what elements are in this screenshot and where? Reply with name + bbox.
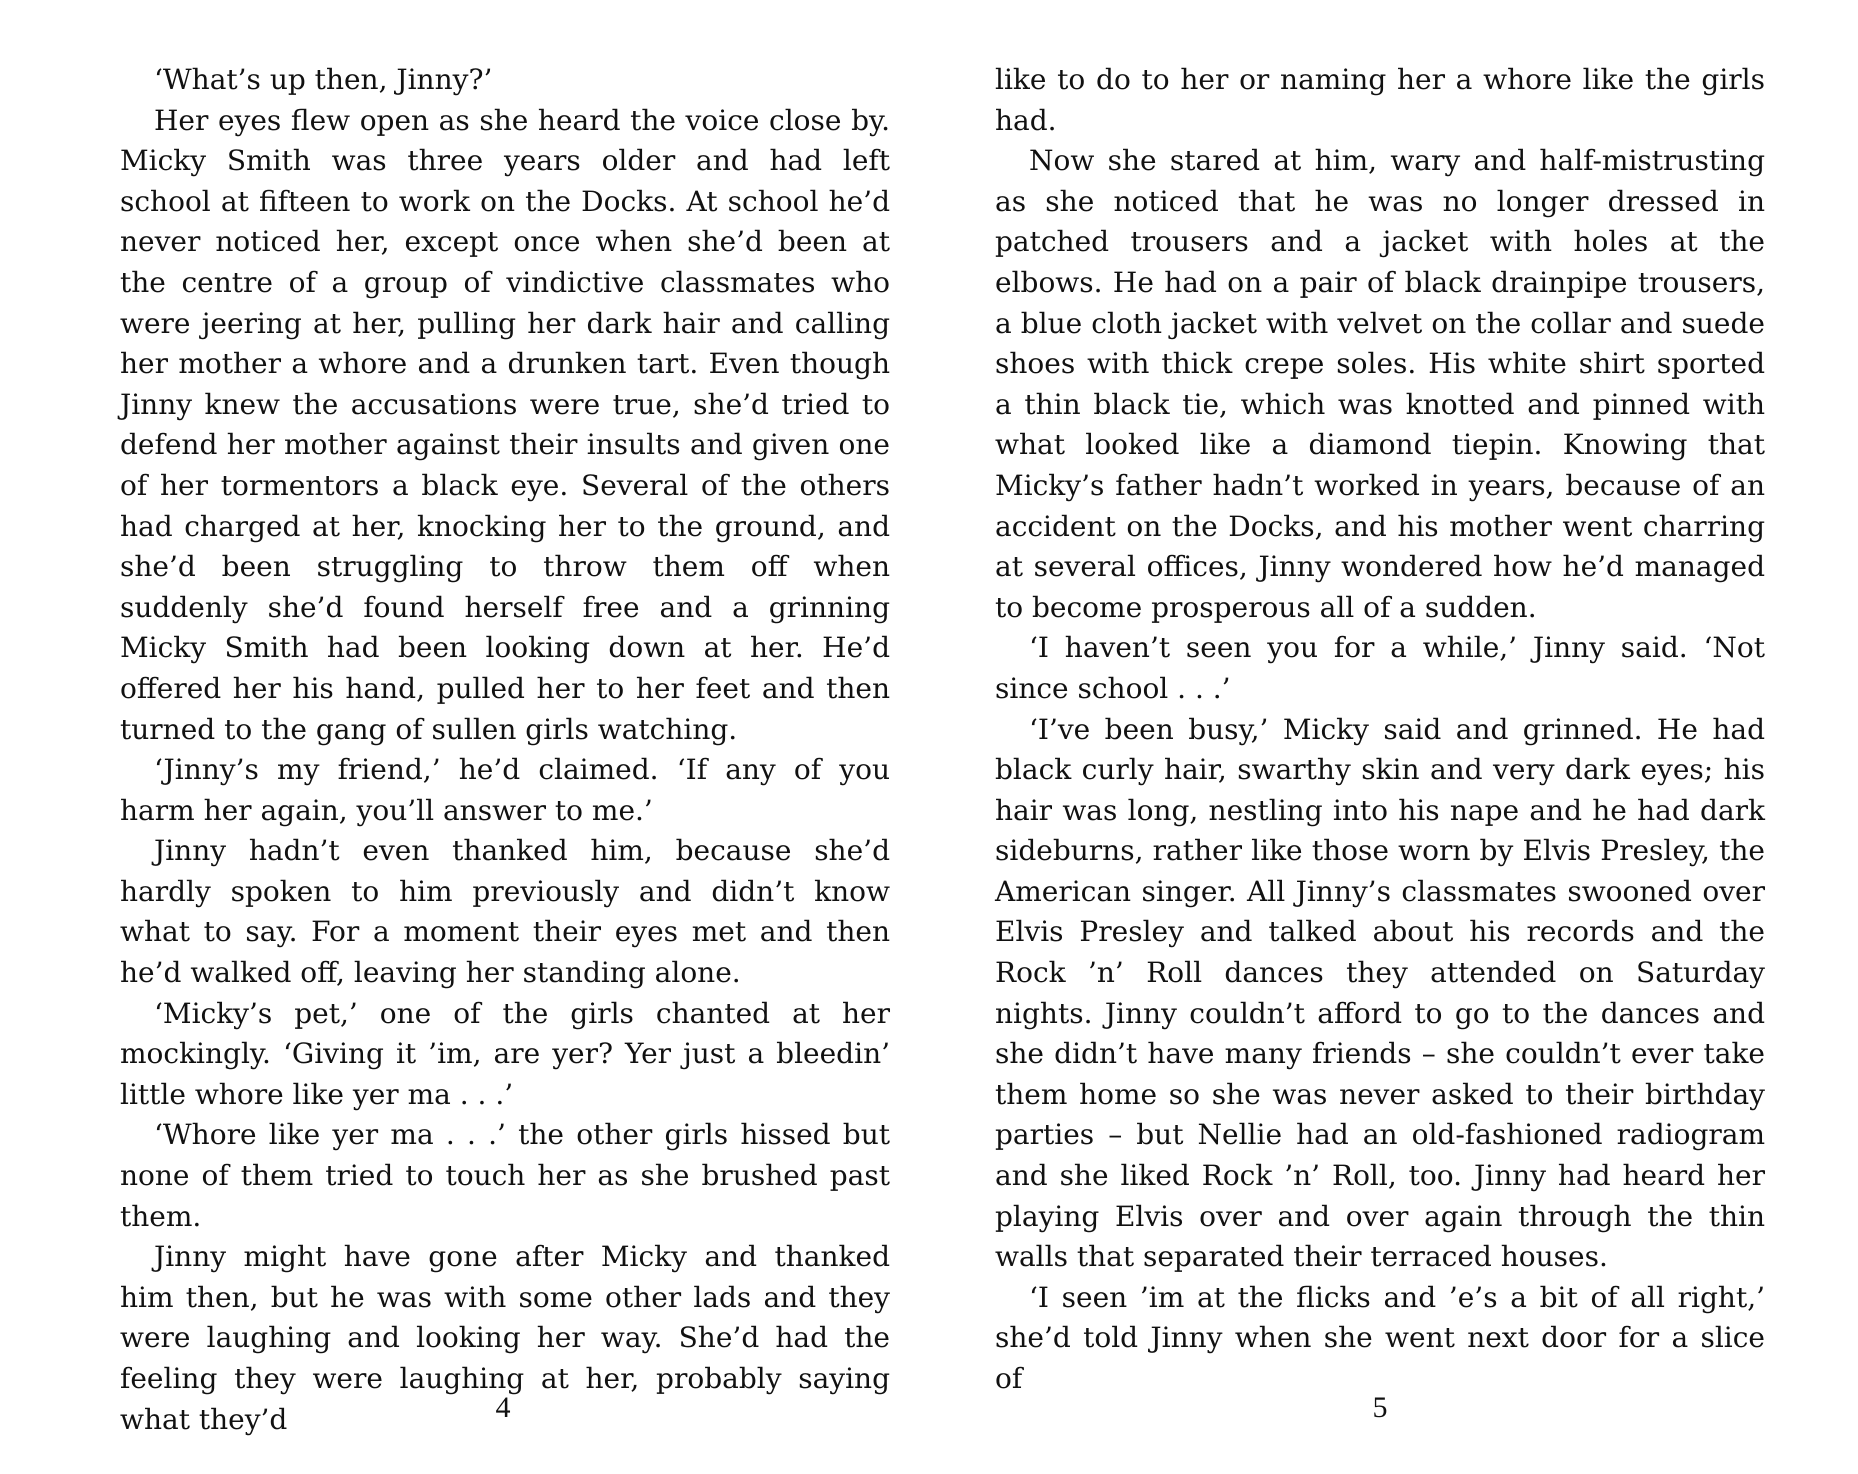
paragraph-continuation: like to do to her or naming her a whore like the girls had. bbox=[995, 63, 1765, 137]
paragraph: ‘I haven’t seen you for a while,’ Jinny said. ‘Not since school . . .’ bbox=[995, 631, 1765, 705]
right-page bbox=[995, 60, 1765, 1400]
paragraph: Now she stared at him, wary and half-mistrusting as she noticed that he was no longer dressed in patched trousers and a jacket with holes at the elbows. He had on a pair of black drainpipe trousers, a blue cloth jacket with velvet on the collar and suede shoes with thick crepe soles. His white shirt sported a thin black tie, which was knotted and pinned with what looked like a diamond tiepin. Knowing that Micky’s father hadn’t worked in years, because of an accident on the Docks, and his mother went charring at several offices, Jinny wondered how he’d managed to become prosperous all of a sudden. bbox=[995, 144, 1765, 624]
paragraph: Jinny hadn’t even thanked him, because she’d hardly spoken to him previously and didn’t know what to say. For a moment their eyes met and then he’d walked off, leaving her standing alone. bbox=[120, 834, 890, 990]
page-number-left: 4 bbox=[495, 1391, 511, 1424]
paragraph: ‘I’ve been busy,’ Micky said and grinned. He had black curly hair, swarthy skin and very dark eyes; his hair was long, nestling into his nape and he had dark sideburns, rather like those worn by Elvis Presley, the American singer. All Jinny’s classmates swooned over Elvis Presley and talked about his records and the Rock ’n’ Roll dances they attended on Saturday nights. Jinny couldn’t afford to go to the dances and she didn’t have many friends – she couldn’t ever take them home so she was never asked to their birthday parties – but Nellie had an old-fashioned radiogram and she liked Rock ’n’ Roll, too. Jinny had heard her playing Elvis over and over again through the thin walls that separated their terraced houses. bbox=[995, 712, 1765, 1274]
page-number-right: 5 bbox=[1372, 1391, 1388, 1424]
paragraph: Her eyes flew open as she heard the voice close by. Micky Smith was three years older and had left school at fifteen to work on the Docks. At school he’d never noticed her, except once when she’d been at the centre of a group of vindictive classmates who were jeering at her, pulling her dark hair and calling her mother a whore and a drunken tart. Even though Jinny knew the accusations were true, she’d tried to defend her mother against their insults and given one of her tormentors a black eye. Several of the others had charged at her, knocking her to the ground, and she’d been struggling to throw them off when suddenly she’d found herself free and a grinning Micky Smith had been looking down at her. He’d offered her his hand, pulled her to her feet and then turned to the gang of sullen girls watching. bbox=[120, 103, 890, 746]
paragraph: ‘I seen ’im at the flicks and ’e’s a bit of all right,’ she’d told Jinny when she went next door for a slice of bbox=[995, 1280, 1765, 1395]
paragraph: ‘What’s up then, Jinny?’ bbox=[154, 63, 493, 96]
paragraph: Jinny might have gone after Micky and thanked him then, but he was with some other lads and they were laughing and looking her way. She’d had the feeling they were laughing at her, probably saying what they’d bbox=[120, 1240, 890, 1436]
paragraph: ‘Whore like yer ma . . .’ the other girls hissed but none of them tried to touch her as she brushed past them. bbox=[120, 1118, 890, 1233]
paragraph: ‘Jinny’s my friend,’ he’d claimed. ‘If any of you harm her again, you’ll answer to me.’ bbox=[120, 753, 890, 827]
paragraph: ‘Micky’s pet,’ one of the girls chanted at her mockingly. ‘Giving it ’im, are yer? Yer just a bleedin’ little whore like yer ma . . .’ bbox=[120, 996, 890, 1111]
left-page bbox=[120, 60, 890, 1440]
